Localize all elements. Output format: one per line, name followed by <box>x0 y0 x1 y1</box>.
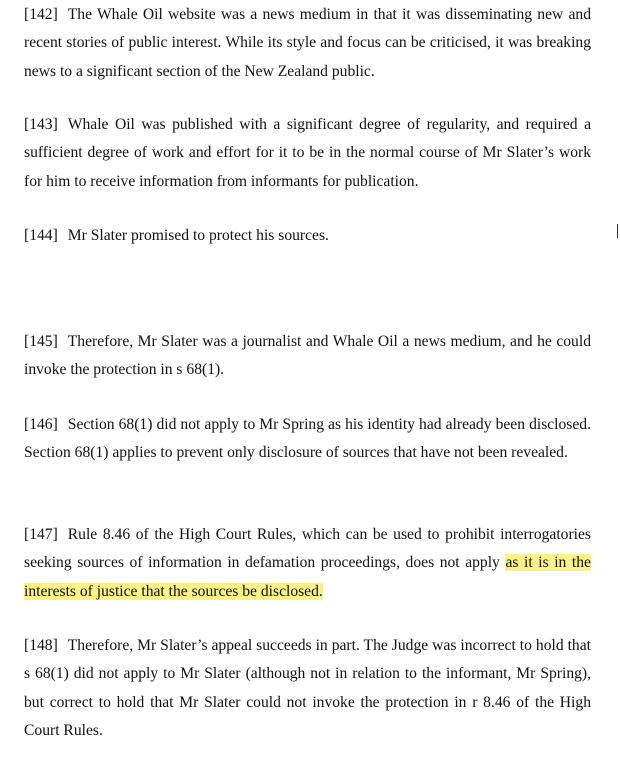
paragraph-number: [146] <box>24 416 58 433</box>
paragraph-number: [144] <box>24 227 58 244</box>
paragraph-text: Mr Slater promised to protect his sources. <box>67 227 329 244</box>
paragraph-text: The Whale Oil website was a news medium in that it was disseminating new and recent stories of public interest. While its style and focus can be criticised, it was breaking news to a significant section of the New Zealand public. <box>24 6 591 80</box>
paragraph-142 <box>24 1 591 86</box>
paragraph-text: Therefore, Mr Slater’s appeal succeeds in part. The Judge was incorrect to hold that s 68(1) did not apply to Mr Slater (although not in relation to the informant, Mr Spring), but correct to hold that Mr Slater could not invoke the protection in r 8.46 of the High Court Rules. <box>24 637 591 740</box>
paragraph-144 <box>24 222 591 250</box>
text-cursor-mark <box>617 224 618 238</box>
paragraph-145 <box>24 328 591 385</box>
paragraph-text: Section 68(1) did not apply to Mr Spring as his identity had already been disclosed. Section 68(1) applies to prevent only disclosure of sources that have not been revealed. <box>24 416 591 462</box>
paragraph-146 <box>24 411 591 468</box>
paragraph-147 <box>24 521 591 606</box>
paragraph-number: [142] <box>24 6 58 23</box>
highlighted-text[interactable]: as it is in the interests of justice that the sources be disclosed. <box>24 554 591 600</box>
paragraph-text: Therefore, Mr Slater was a journalist and Whale Oil a news medium, and he could invoke the protection in s 68(1). <box>24 333 591 379</box>
paragraph-number: [143] <box>24 116 58 133</box>
paragraph-148 <box>24 632 591 746</box>
paragraph-number: [145] <box>24 333 58 350</box>
paragraph-number: [148] <box>24 637 58 654</box>
paragraph-text: Whale Oil was published with a significant degree of regularity, and required a sufficient degree of work and effort for it to be in the normal course of Mr Slater’s work for him to receive information from informants for publication. <box>24 116 591 190</box>
paragraph-text: Rule 8.46 of the High Court Rules, which can be used to prohibit interrogatories seeking sources of information in defamation proceedings, does not apply <box>24 526 591 572</box>
paragraph-number: [147] <box>24 526 58 543</box>
paragraph-143 <box>24 111 591 196</box>
